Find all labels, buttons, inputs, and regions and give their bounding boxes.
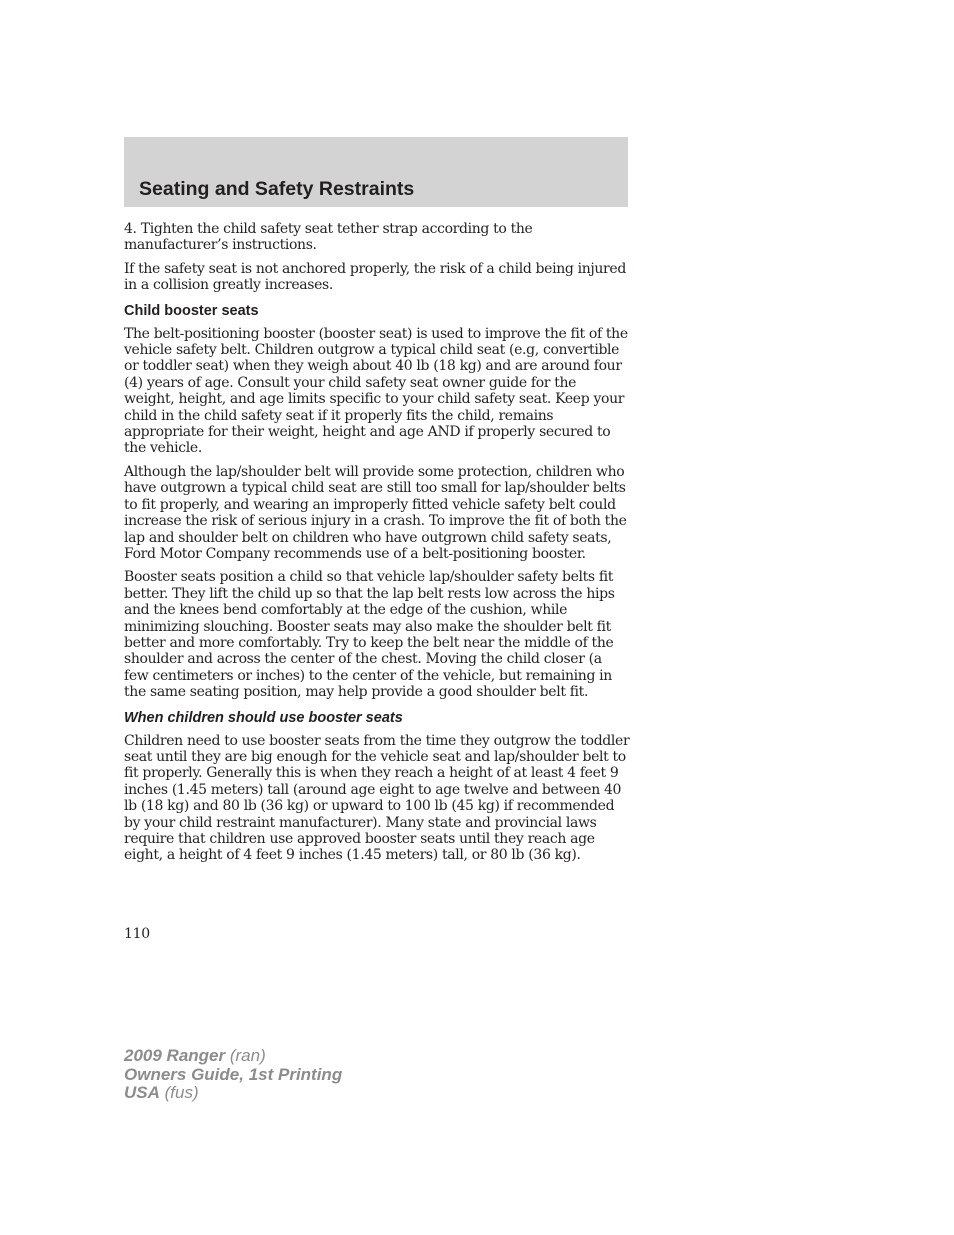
page-number: 110	[124, 926, 150, 942]
paragraph-lap-shoulder-belt: Although the lap/shoulder belt will provide some protection, children who have outgrown a typical child seat are still too small for lap/shoulder belts to fit properly, and wearing an improperly fitted vehicle safety belt could increase the risk of serious injury in a crash. To improve the fit of both the lap and shoulder belt on children who have outgrown child safety seats, Ford Motor Company recommends use of a belt-positioning booster.	[124, 463, 627, 562]
document-footer	[124, 1047, 342, 1103]
section-header-band	[124, 137, 628, 207]
paragraph-when-use-booster: Children need to use booster seats from the time they outgrow the toddler seat until they are big enough for the vehicle seat and lap/shoulder belt to fit properly. Generally this is when they reach a height of at least 4 feet 9 inches (1.45 meters) tall (around age eight to age twelve and between 40 lb (18 kg) and 80 lb (36 kg) or upward to 100 lb (45 kg) if recommended by your child restraint manufacturer). Many state and provincial laws require that children use approved booster seats until they reach age eight, a height of 4 feet 9 inches (1.45 meters) tall, or 80 lb (36 kg).	[124, 732, 630, 864]
footer-line-printing: Owners Guide, 1st Printing	[124, 1064, 343, 1084]
section-title: Seating and Safety Restraints	[139, 178, 415, 200]
paragraph-booster-position: Booster seats position a child so that vehicle lap/shoulder safety belts fit better. They lift the child up so that the lap belt rests low across the hips and the knees bend comfortably at the edge of the cushion, while minimizing slouching. Booster seats may also make the shoulder belt fit better and more comfortably. Try to keep the belt near the middle of the shoulder and across the center of the chest. Moving the child closer (a few centimeters or inches) to the center of the vehicle, but remaining in the same seating position, may help provide a good shoulder belt fit.	[124, 569, 615, 701]
footer-market-name: USA	[124, 1083, 160, 1102]
page-body	[124, 221, 630, 871]
footer-model-name: 2009 Ranger	[124, 1046, 226, 1065]
paragraph-tether-step: 4. Tighten the child safety seat tether strap according to the manufacturer’s instructions.	[124, 221, 533, 254]
footer-line-market	[124, 1084, 342, 1103]
heading-child-booster-seats: Child booster seats	[124, 302, 259, 319]
footer-line-model	[124, 1047, 342, 1066]
heading-when-use-booster: When children should use booster seats	[124, 709, 403, 726]
footer-market-code: (fus)	[164, 1083, 199, 1102]
footer-model-code: (ran)	[229, 1046, 266, 1065]
paragraph-booster-intro: The belt-positioning booster (booster seat) is used to improve the fit of the vehicle safety belt. Children outgrow a typical child seat (e.g, convertible or toddler seat) when they weigh about 40 lb (18 kg) and are around four (4) years of age. Consult your child safety seat owner guide for the weight, height, and age limits specific to your child safety seat. Keep your child in the child safety seat if it properly fits the child, remains appropriate for their weight, height and age AND if properly secured to the vehicle.	[124, 325, 628, 457]
paragraph-anchor-warning: If the safety seat is not anchored properly, the risk of a child being injured in a collision greatly increases.	[124, 260, 626, 294]
